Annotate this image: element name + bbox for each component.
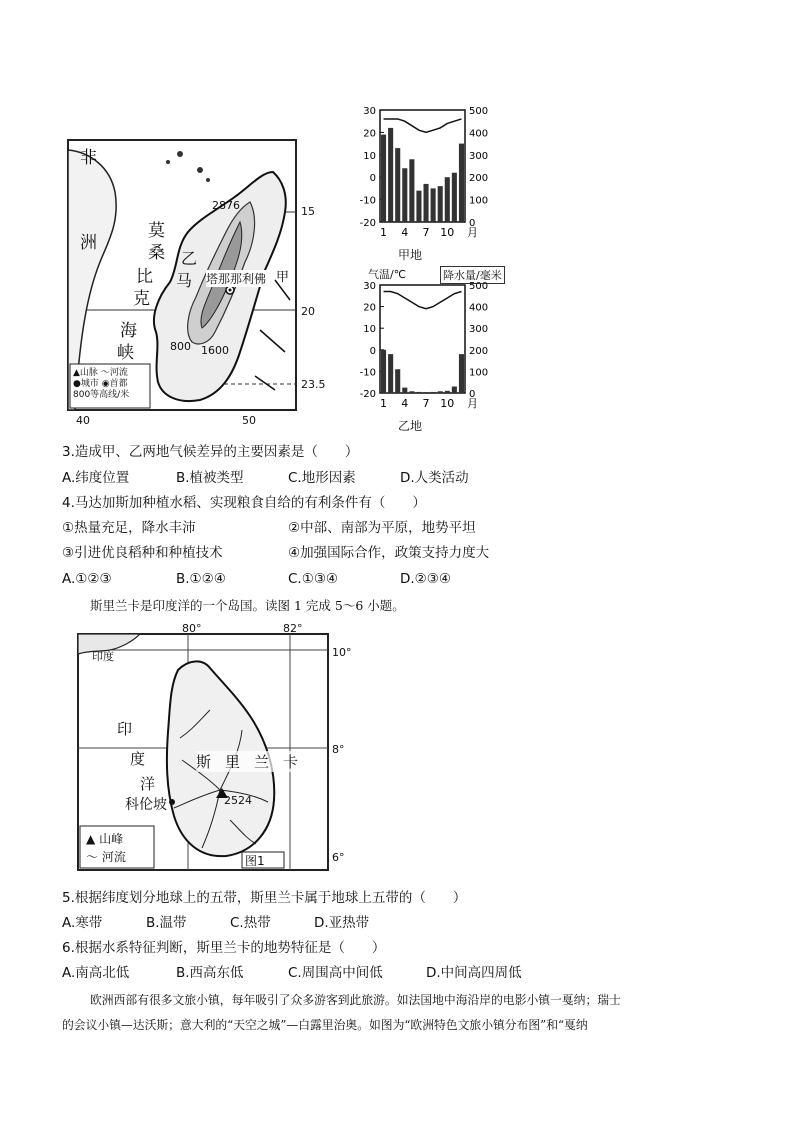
q4-statement-3: ③引进优良稻种和种植技术 — [62, 545, 223, 561]
q5-option-c[interactable]: C.热带 — [230, 915, 271, 931]
precip-bar — [381, 135, 386, 222]
precip-tick-label: 400 — [469, 302, 489, 314]
month-tick-label: 1 — [380, 397, 388, 410]
intro-europe-line-2: 的会议小镇—达沃斯；意大利的“天空之城”—白露里治奥。如图为“欧洲特色文旅小镇分布图”和“戛纳 — [62, 1018, 588, 1032]
label-africa-2: 洲 — [80, 233, 97, 253]
label-strait-2: 峡 — [117, 343, 134, 363]
peak-height-label: 2876 — [212, 199, 240, 212]
q4-statement-4: ④加强国际合作，政策支持力度大 — [288, 545, 490, 561]
temp-tick-label: 10 — [363, 150, 376, 162]
precip-bar — [452, 387, 457, 393]
question-4: 4.马达加斯加种植水稻、实现粮食自给的有利条件有（ ） — [62, 495, 426, 511]
legend-river: 河流 — [109, 368, 128, 378]
precip-bar — [445, 177, 450, 222]
q4-option-c[interactable]: C.①③④ — [288, 571, 339, 587]
q4-option-a[interactable]: A.①②③ — [62, 571, 112, 587]
precip-tick-label: 300 — [469, 150, 489, 162]
temp-tick-label: 30 — [363, 106, 376, 117]
precip-bar — [431, 188, 436, 222]
contour-800-label: 800 — [170, 340, 191, 353]
month-tick-label: 10 — [440, 226, 455, 239]
temp-tick-label: 10 — [363, 324, 376, 336]
ocean-label-2: 度 — [130, 750, 146, 768]
legend-peak: 山峰 — [99, 832, 124, 846]
temp-tick-label: -10 — [359, 195, 376, 207]
q6-option-c[interactable]: C.周围高中间低 — [288, 965, 383, 981]
precip-bar — [409, 391, 414, 393]
precip-tick-label: 100 — [469, 195, 489, 207]
precip-tick-label: 400 — [469, 128, 489, 140]
precip-bar — [395, 148, 400, 222]
legend-contour: 800等高线/米 — [73, 390, 130, 400]
temp-tick-label: -20 — [359, 389, 376, 400]
lon-82-label: 82° — [283, 622, 303, 635]
month-tick-label: 10 — [440, 397, 455, 410]
colombo-label: 科伦坡 — [125, 794, 167, 814]
q5-option-d[interactable]: D.亚热带 — [314, 915, 370, 931]
q4-option-d[interactable]: D.②③④ — [400, 571, 451, 587]
intro-europe-line-1: 欧洲西部有很多文旅小镇，每年吸引了众多游客到此旅游。如法国地中海沿岸的电影小镇一戛纳；瑞士 — [90, 993, 621, 1007]
capital-icon: ◉ — [101, 379, 110, 389]
precip-tick-label: 500 — [469, 281, 489, 292]
lat-15-label: 15 — [301, 205, 315, 218]
q4-statement-1: ①热量充足，降水丰沛 — [62, 520, 196, 536]
precip-axis-label: 降水量/毫米 — [440, 266, 505, 284]
point-jia-label: 甲 — [276, 270, 290, 285]
river-icon: 〜 — [86, 850, 99, 864]
month-tick-label: 月 — [467, 397, 478, 410]
temp-tick-label: 20 — [363, 302, 376, 314]
precip-tick-label: 200 — [469, 173, 489, 185]
precip-bar — [402, 388, 407, 393]
month-tick-label: 4 — [401, 226, 409, 239]
q5-option-a[interactable]: A.寒带 — [62, 915, 103, 931]
month-tick-label: 1 — [380, 226, 388, 239]
label-africa-1: 非 — [80, 148, 97, 168]
map-legend — [73, 368, 129, 401]
precip-tick-label: 300 — [469, 324, 489, 336]
precip-bar — [459, 144, 464, 222]
river-icon: 〜 — [100, 368, 110, 378]
lon-80-label: 80° — [182, 622, 202, 635]
precip-bar — [452, 173, 457, 222]
question-3: 3.造成甲、乙两地气候差异的主要因素是（ ） — [62, 444, 359, 460]
q6-option-a[interactable]: A.南高北低 — [62, 965, 130, 981]
q3-option-d[interactable]: D.人类活动 — [400, 470, 469, 486]
precip-bar — [402, 168, 407, 222]
india-label: 印度 — [92, 650, 114, 663]
chart-title-yi: 乙地 — [398, 419, 423, 433]
precip-tick-label: 0 — [469, 218, 476, 229]
figure-label: 图1 — [245, 854, 265, 868]
month-tick-label: 7 — [422, 226, 430, 239]
precip-bar — [438, 186, 443, 222]
lat-23-label: 23.5 — [301, 378, 326, 391]
q5-option-b[interactable]: B.温带 — [146, 915, 187, 931]
q6-option-d[interactable]: D.中间高四周低 — [426, 965, 522, 981]
label-island-2: 马 — [176, 271, 193, 290]
sri-legend — [86, 830, 126, 866]
precip-bar — [395, 369, 400, 393]
precip-bar — [424, 184, 429, 222]
temp-tick-label: 20 — [363, 128, 376, 140]
peak-icon: ▲ — [86, 832, 96, 846]
q4-option-b[interactable]: B.①②④ — [176, 571, 226, 587]
q3-option-c[interactable]: C.地形因素 — [288, 470, 356, 486]
q6-option-b[interactable]: B.西高东低 — [176, 965, 244, 981]
label-strait-1: 海 — [120, 321, 137, 341]
temp-tick-label: -20 — [359, 218, 376, 229]
contour-1600-label: 1600 — [201, 344, 229, 357]
precip-tick-label: 0 — [469, 389, 476, 400]
q3-option-a[interactable]: A.纬度位置 — [62, 470, 130, 486]
month-tick-label: 7 — [422, 397, 430, 410]
label-moz-4: 克 — [133, 289, 150, 309]
intro-sri-lanka: 斯里兰卡是印度洋的一个岛国。读图 1 完成 5～6 小题。 — [90, 598, 405, 613]
precip-bar — [431, 392, 436, 393]
question-5: 5.根据纬度划分地球上的五带，斯里兰卡属于地球上五带的（ ） — [62, 890, 467, 906]
precip-bar — [416, 392, 421, 393]
peak-label: 2524 — [224, 794, 252, 807]
label-island-1: 乙 — [181, 249, 198, 268]
capital-label: 塔那那利佛 — [206, 272, 267, 286]
temp-tick-label: 30 — [363, 281, 376, 292]
precip-tick-label: 100 — [469, 367, 489, 379]
mountain-icon: ▲ — [73, 368, 80, 378]
precip-bar — [409, 159, 414, 222]
legend-city: 城市 — [80, 379, 99, 389]
precip-tick-label: 500 — [469, 106, 489, 117]
precip-bar — [438, 391, 443, 393]
precip-bar — [388, 354, 393, 393]
q4-statement-2: ②中部、南部为平原，地势平坦 — [288, 520, 476, 536]
temp-tick-label: 0 — [369, 345, 376, 357]
lat-20-label: 20 — [301, 305, 315, 318]
legend-capital: 首都 — [109, 379, 128, 389]
legend-mountain: 山脉 — [79, 368, 98, 378]
chart-title-jia: 甲地 — [398, 248, 423, 262]
city-icon: ● — [73, 379, 81, 389]
label-moz-3: 比 — [136, 267, 153, 287]
lat-8-label: 8° — [332, 743, 345, 756]
precip-bar — [416, 191, 421, 222]
temp-tick-label: -10 — [359, 367, 376, 379]
label-moz-2: 桑 — [148, 243, 165, 263]
lon-50-label: 50 — [242, 414, 256, 427]
country-label: 斯里兰卡 — [196, 753, 313, 771]
month-tick-label: 4 — [401, 397, 409, 410]
precip-bar — [459, 354, 464, 393]
lat-10-label: 10° — [332, 646, 352, 659]
legend-river-sri: 河流 — [101, 850, 126, 864]
month-tick-label: 月 — [467, 226, 478, 239]
precip-bar — [381, 350, 386, 393]
precip-tick-label: 200 — [469, 345, 489, 357]
temp-tick-label: 0 — [369, 173, 376, 185]
lon-40-label: 40 — [76, 414, 90, 427]
lat-6-label: 6° — [332, 851, 345, 864]
ocean-label-1: 印 — [117, 720, 133, 738]
ocean-label-3: 洋 — [140, 775, 156, 793]
question-6: 6.根据水系特征判断，斯里兰卡的地势特征是（ ） — [62, 940, 386, 956]
precip-bar — [388, 128, 393, 222]
precip-bar — [424, 392, 429, 393]
label-moz-1: 莫 — [148, 221, 165, 241]
q3-option-b[interactable]: B.植被类型 — [176, 470, 244, 486]
temp-axis-label: 气温/℃ — [368, 268, 407, 281]
precip-bar — [445, 391, 450, 393]
